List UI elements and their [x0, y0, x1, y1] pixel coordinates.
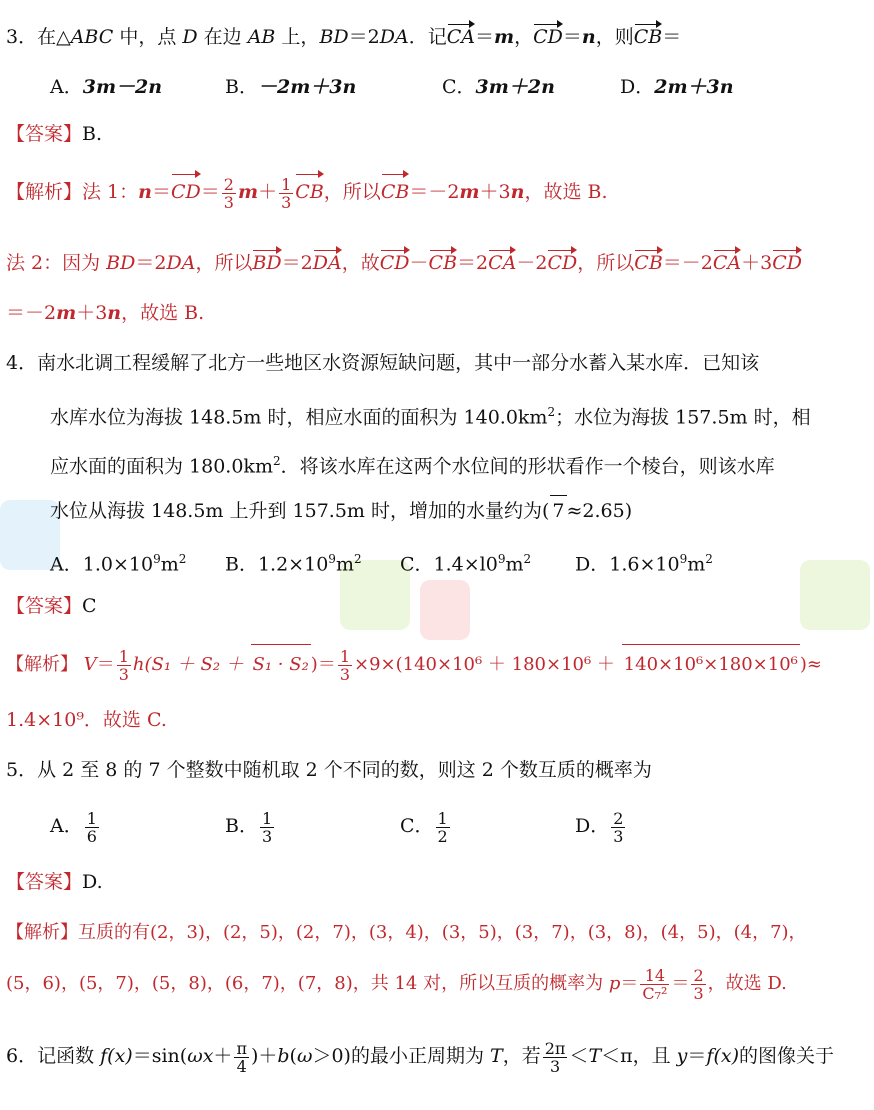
- q6-stem: 6．记函数 f(x)＝sin(ωx＋ $\frac{\pi}{4}$ )＋b(ω＞0)的最小正周期为 T，若 $\frac{2\pi}{3}$ ＜T＜π，且 y＝f(x)的图像关于: [6, 1038, 834, 1076]
- q3-analysis-method2: 法 2：因为 BD＝2DA，所以BD＝2DA，故CD－CB＝2CA－2CD，所以CB＝－2CA＋3CD: [6, 248, 874, 278]
- q3-answer: 【答案】B.: [6, 123, 103, 145]
- q5-analysis-line2: (5，6)，(5，7)，(5，8)，(6，7)，(7，8)，共 14 对，所以互质的概率为 p＝ $\frac{14}{\text{C₇²}}$ ＝ $\frac{2}{3}$ ，故选 D.: [6, 965, 787, 1003]
- q4-answer: 【答案】C: [6, 595, 97, 617]
- q4-analysis-cont: 1.4×10⁹．故选 C.: [6, 709, 167, 731]
- q5-stem: 5．从 2 至 8 的 7 个整数中随机取 2 个不同的数，则这 2 个数互质的概率为: [6, 759, 652, 781]
- q4-option-a: A．$1.0\times 10^9m^2$: [50, 552, 187, 576]
- vector-cb: CB: [634, 22, 663, 52]
- q3-option-a: A．3m－2n: [50, 76, 163, 98]
- q4-analysis: 【解析】 V＝ $\frac{1}{3}$ h(S₁ ＋ S₂ ＋ S₁ · S₂ )＝ $\frac{1}{3}$ ×9×(140×10⁶ ＋ 180×10⁶ ＋ 140×10⁶×180×10⁶ )≈: [6, 644, 874, 685]
- q4-option-b: B．$1.2\times 10^9m^2$: [225, 552, 362, 576]
- q3-stem: 3．在△ABC 中，点 D 在边 AB 上，BD＝2DA．记CA＝m，CD＝n，则CB＝: [6, 22, 874, 52]
- q4-stem-line2: 水库水位为海拔 148.5m 时，相应水面的面积为 $140.0km^2$；水位为海拔 157.5m 时，相: [50, 405, 811, 429]
- q5-option-d: D． $\frac{2}{3}$: [575, 808, 624, 846]
- q3-option-b: B．－2m＋3n: [225, 76, 357, 98]
- q4-option-c: C．$1.4\times l0^9m^2$: [400, 552, 532, 576]
- q5-option-c: C． $\frac{1}{2}$: [400, 808, 448, 846]
- q3-analysis-method1: 【解析】法 1：n＝CD＝ $\frac{2}{3}$ m＋ $\frac{1}{3}$ CB，所以CB＝－2m＋3n，故选 B.: [6, 172, 874, 212]
- vector-cd: CD: [533, 22, 563, 52]
- q5-analysis-line1: 【解析】互质的有(2，3)，(2，5)，(2，7)，(3，4)，(3，5)，(3，7)，(3，8)，(4，5)，(4，7)，: [6, 922, 807, 943]
- q3-option-c: C．3m＋2n: [442, 76, 555, 98]
- q5-option-b: B． $\frac{1}{3}$: [225, 808, 273, 846]
- q4-stem-line1: 4．南水北调工程缓解了北方一些地区水资源短缺问题，其中一部分水蓄入某水库．已知该: [6, 352, 760, 374]
- q5-answer: 【答案】D.: [6, 871, 103, 893]
- vector-ca: CA: [447, 22, 475, 52]
- q3-analysis-method2-cont: ＝－2m＋3n，故选 B.: [6, 302, 205, 324]
- q4-stem-line4: 水位从海拔 148.5m 上升到 157.5m 时，增加的水量约为( 7 ≈2.65): [50, 495, 874, 526]
- q4-stem-line3: 应水面的面积为 $180.0km^2$．将该水库在这两个水位间的形状看作一个棱台，则该水库: [50, 454, 775, 478]
- q4-option-d: D．$1.6\times 10^9m^2$: [575, 552, 713, 576]
- q5-option-a: A． $\frac{1}{6}$: [50, 808, 97, 846]
- q3-option-d: D．2m＋3n: [620, 76, 734, 98]
